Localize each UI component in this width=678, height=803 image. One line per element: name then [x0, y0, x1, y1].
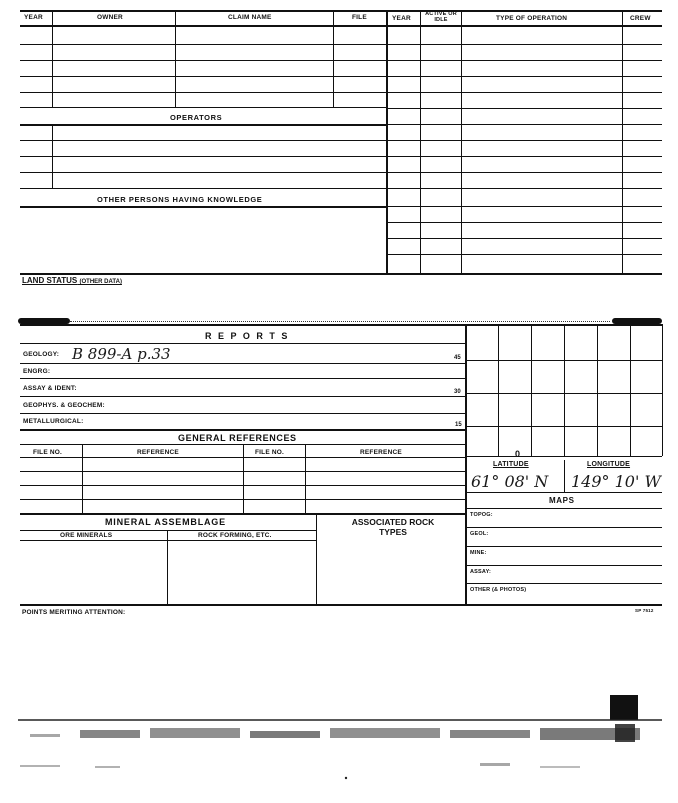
report-num-assay: 30 — [454, 389, 461, 395]
claims-header-claim-name: CLAIM NAME — [228, 14, 272, 21]
ref-header-reference-1: REFERENCE — [137, 449, 179, 456]
form-number: SP 7512 — [635, 608, 654, 613]
grid-marker: 0 — [515, 449, 521, 459]
maps-other: OTHER (& PHOTOS) — [470, 587, 527, 593]
operators-title: OPERATORS — [170, 113, 223, 122]
points-meriting-attention: POINTS MERITING ATTENTION: — [22, 609, 126, 616]
report-value-geology: B 899-A p.33 — [72, 345, 171, 363]
mineral-assemblage-title: MINERAL ASSEMBLAGE — [105, 517, 226, 527]
ref-header-reference-2: REFERENCE — [360, 449, 402, 456]
report-label-engrg: ENGRG: — [23, 368, 51, 375]
associated-rock-types: ASSOCIATED ROCK TYPES — [351, 517, 435, 537]
land-status-label — [22, 276, 122, 285]
longitude-value: 149° 10' W — [571, 472, 661, 491]
report-label-geology: GEOLOGY: — [23, 351, 60, 358]
maps-assay: ASSAY: — [470, 569, 492, 575]
operations-header-year: YEAR — [392, 15, 411, 22]
maps-geol: GEOL: — [470, 531, 489, 537]
ref-header-file-no-2: FILE NO. — [255, 449, 285, 456]
maps-mine: MINE: — [470, 550, 487, 556]
other-persons-title: OTHER PERSONS HAVING KNOWLEDGE — [97, 195, 263, 204]
land-status-title: LAND STATUS — [22, 276, 78, 285]
latitude-label: LATITUDE — [493, 461, 529, 468]
claims-header-owner: OWNER — [97, 14, 123, 21]
operations-header-active-idle: ACTIVE OR IDLE — [425, 11, 457, 23]
maps-topog: TOPOG: — [470, 512, 493, 518]
claims-header-year: YEAR — [24, 14, 43, 21]
ore-minerals-header: ORE MINERALS — [60, 532, 113, 539]
report-label-assay: ASSAY & IDENT: — [23, 385, 77, 392]
maps-title: MAPS — [549, 496, 575, 505]
scan-noise-band — [0, 690, 678, 790]
reports-title: R E P O R T S — [205, 331, 290, 341]
report-num-geology: 45 — [454, 355, 461, 361]
longitude-label: LONGITUDE — [587, 461, 631, 468]
report-label-geophys: GEOPHYS. & GEOCHEM: — [23, 402, 105, 409]
latitude-value: 61° 08' N — [471, 472, 549, 491]
claims-header-file: FILE — [352, 14, 367, 21]
rock-forming-header: ROCK FORMING, ETC. — [198, 532, 272, 539]
operations-header-crew: CREW — [630, 15, 651, 22]
ref-header-file-no-1: FILE NO. — [33, 449, 63, 456]
report-num-metallurgical: 15 — [455, 422, 462, 428]
report-label-metallurgical: METALLURGICAL: — [23, 418, 84, 425]
general-references-title: GENERAL REFERENCES — [178, 433, 297, 443]
operations-header-type: TYPE OF OPERATION — [496, 15, 568, 22]
land-status-subtitle: (OTHER DATA) — [79, 279, 122, 285]
